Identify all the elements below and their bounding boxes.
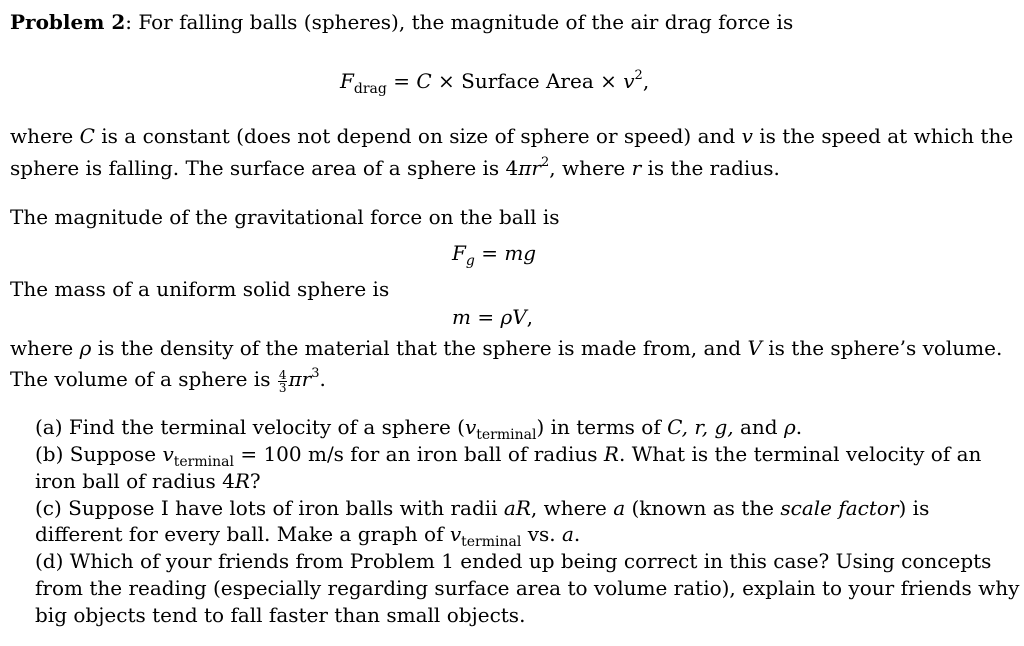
symbol: πr (518, 156, 541, 180)
text: (c) Suppose I have lots of iron balls with radii (35, 496, 504, 520)
text: from the reading (especially regarding surface area to volume ratio), explain to your friends why (35, 576, 1020, 600)
symbol: V (747, 336, 762, 360)
text: (b) Suppose (35, 442, 163, 466)
eq-symbol: mg (504, 241, 537, 265)
eq-subscript: drag (353, 81, 387, 97)
text: ? (249, 469, 261, 493)
eq-symbol: F (452, 241, 466, 265)
text: and (733, 415, 784, 439)
text: . What is the terminal velocity of an (618, 442, 982, 466)
part-c-line-1 (35, 496, 929, 520)
text: where (10, 336, 80, 360)
text: . (573, 522, 581, 546)
eq-superscript: 2 (634, 68, 643, 83)
text: is the radius. (641, 156, 780, 180)
symbol: ρ (79, 336, 92, 360)
text: different for every ball. Make a graph of (35, 522, 450, 546)
text: sphere is falling. The surface area of a sphere is 4 (10, 156, 519, 180)
symbol: aR (503, 496, 531, 520)
paragraph-1-line-1 (10, 124, 1013, 148)
symbol: a (613, 496, 626, 520)
text: is the speed at which the (752, 124, 1014, 148)
paragraph-1-line-2 (10, 151, 780, 180)
subscript: terminal (173, 454, 234, 470)
part-d-line-1 (35, 549, 991, 573)
superscript: 3 (311, 366, 320, 381)
subscript: terminal (461, 534, 522, 550)
text: is the sphere’s volume. (761, 336, 1003, 360)
text: is the density of the material that the sphere is made from, and (91, 336, 748, 360)
eq-text: , (526, 305, 534, 329)
symbol: v (741, 124, 753, 148)
symbol: C, r, g, (667, 415, 734, 439)
symbol: ρ (783, 415, 796, 439)
text: = 100 m/s for an iron ball of radius (233, 442, 604, 466)
eq-symbol: F (340, 69, 354, 93)
text: The volume of a sphere is (10, 367, 277, 391)
symbol: πr (288, 367, 312, 391)
symbol: v (162, 442, 174, 466)
symbol: C (79, 124, 95, 148)
text: . (319, 367, 326, 391)
symbol: v (464, 415, 477, 439)
symbol: R (603, 442, 619, 466)
mass-equation (452, 305, 533, 329)
gravity-text (10, 205, 560, 229)
symbol: R (234, 469, 250, 493)
text: (a) Find the terminal velocity of a sphere ( (35, 415, 465, 439)
superscript: 2 (541, 155, 550, 170)
symbol: r (631, 156, 642, 180)
gravity-equation (452, 241, 536, 273)
eq-symbol: C (416, 69, 432, 93)
text: is a constant (does not depend on size of sphere or speed) and (94, 124, 742, 148)
symbol: v (449, 522, 462, 546)
eq-text: , (642, 69, 650, 93)
part-d-line-2 (35, 576, 1019, 600)
emphasis: scale factor (780, 496, 899, 520)
eq-text: = (386, 69, 417, 93)
eq-text: = (470, 305, 501, 329)
symbol: a (561, 522, 574, 546)
eq-text: = (474, 241, 505, 265)
problem-heading (10, 10, 793, 34)
text: The mass of a uniform solid sphere is (10, 277, 390, 301)
eq-symbol: m (452, 305, 471, 329)
part-d-line-3 (35, 603, 525, 627)
part-b-line-2 (35, 469, 261, 493)
fraction-numerator: 4 (278, 368, 287, 382)
text: . (795, 415, 803, 439)
eq-symbol: ρV (500, 305, 527, 329)
paragraph-2-line-2 (10, 362, 326, 394)
text: big objects tend to fall faster than small objects. (35, 603, 526, 627)
text: vs. (521, 522, 562, 546)
problem-label: Problem 2 (10, 10, 126, 34)
eq-text: × Surface Area × (431, 69, 624, 93)
text: (d) Which of your friends from Problem 1 ended up being correct in this case? Using concepts (35, 549, 992, 573)
text: (known as the (625, 496, 781, 520)
text: ) in terms of (536, 415, 668, 439)
eq-subscript: g (465, 253, 475, 269)
text: , where (530, 496, 614, 520)
text: where (10, 124, 80, 148)
problem-intro: : For falling balls (spheres), the magnitude of the air drag force is (125, 10, 794, 34)
mass-text (10, 277, 389, 301)
paragraph-2-line-1 (10, 336, 1002, 360)
text: The magnitude of the gravitational force on the ball is (10, 205, 560, 229)
eq-symbol: v (623, 69, 635, 93)
text: ) is (898, 496, 930, 520)
drag-equation (340, 64, 649, 101)
text: , where (549, 156, 632, 180)
fraction-denominator: 3 (278, 381, 287, 395)
text: iron ball of radius 4 (35, 469, 235, 493)
fraction (278, 369, 288, 394)
subscript: terminal (476, 427, 537, 443)
